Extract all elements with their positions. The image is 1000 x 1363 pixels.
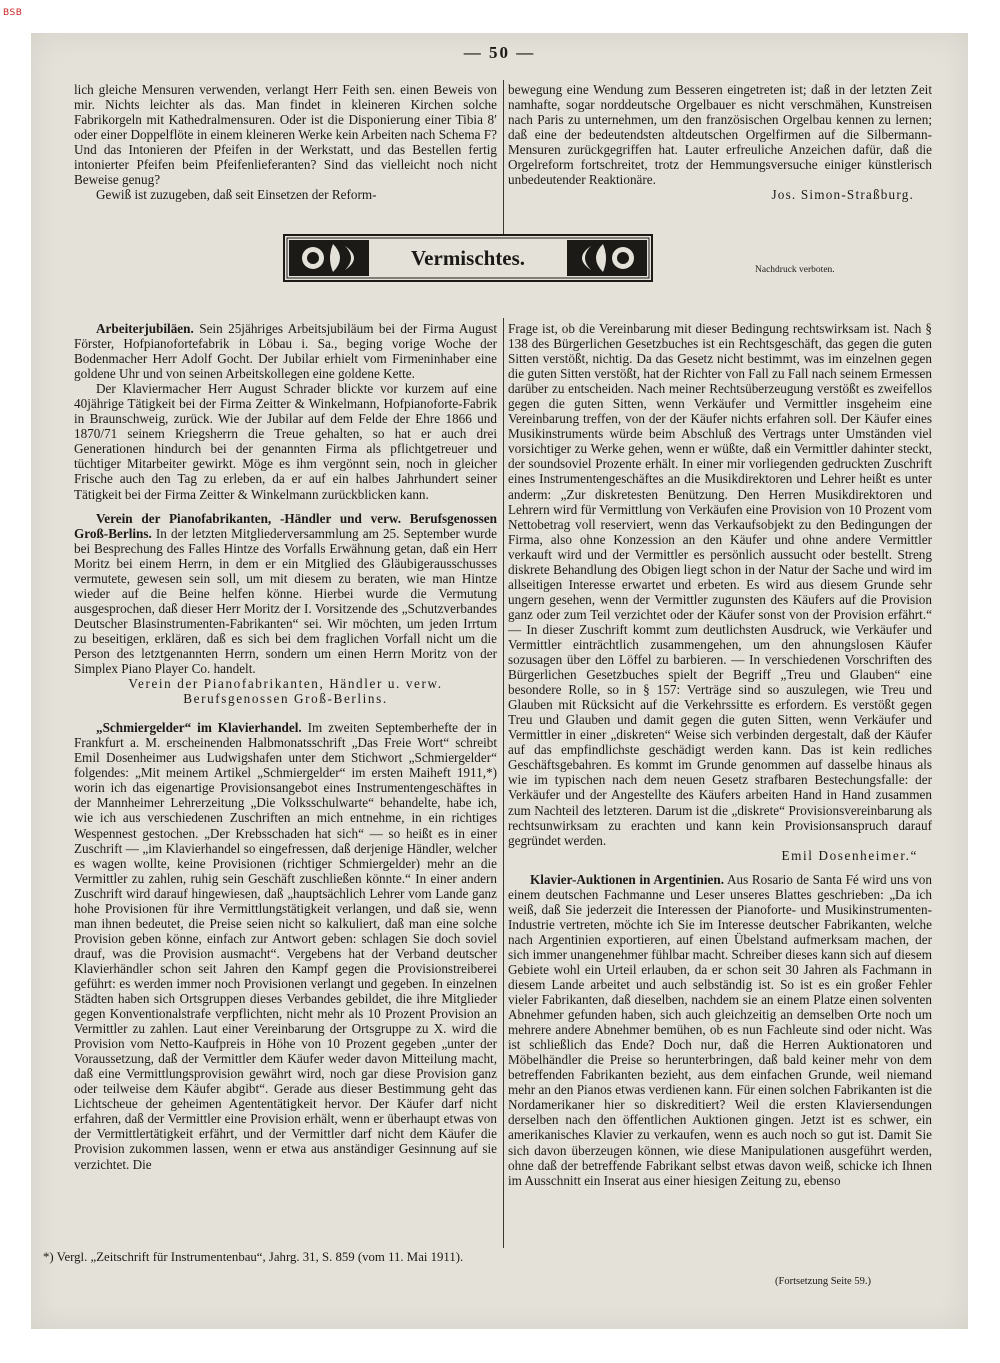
article-heading: Klavier-Auktionen in Argentinien. xyxy=(530,871,725,887)
article-auktionen xyxy=(508,872,932,1188)
author-signature: Emil Dosenheimer.“ xyxy=(781,847,918,863)
article-heading: Verein der Pianofabrikanten, -Händler und verw. Berufsgenossen Groß-Berlins. xyxy=(74,510,497,541)
page-number: — 50 — xyxy=(463,43,536,62)
paragraph: Der Klaviermacher Herr August Schrader blickte vor kurzem auf eine 40jährige Tätigkeit bei der Firma Zeitter & Winkelmann, Hofpianoforte-Fabrik in Braunschweig, zurück. Wie der Jubilar auf dem Felde der Ehre 1866 und 1870/71 seinem Kriegsherrn die Treue gehalten, so hat er auch drei Generationen hindurch bei der genannten Firma als pflichtgetreuer und tüchtiger Mitarbeiter gewirkt. Möge es ihm vergönnt sein, noch in gleicher Frische auch den Tag zu erleben, da er auf ein halbes Jahrhundert seiner Tätigkeit bei der Firma Zeitter & Winkelmann zurückblicken kann. xyxy=(74,381,497,502)
reprint-notice: Nachdruck verboten. xyxy=(755,265,835,275)
right-column xyxy=(508,321,932,1188)
article-heading: „Schmiergelder“ im Klavierhandel. xyxy=(96,720,302,736)
article-heading: Arbeiterjubiläen. xyxy=(96,321,194,336)
article-jubilees xyxy=(74,321,497,381)
continuation-note: (Fortsetzung Seite 59.) xyxy=(775,1276,871,1287)
column-divider xyxy=(503,318,504,1248)
paragraph: Frage ist, ob die Vereinbarung mit dieser Bedingung rechtswirksam ist. Nach § 138 des Bürgerlichen Gesetzbuches ist ein Rechtsgeschäft, das gegen die guten Sitten verstößt, nichtig. Da das Gesetz nicht bestimmt, was im einzelnen gegen die guten Sitten verstößt, hat der Richter von Fall zu Fall nach seinem Ermessen darüber zu entscheiden. Nach meiner Rechtsüberzeugung verstößt es zweifellos gegen die guten Sitten, wenn Verkäufer und Vermittler insgeheim eine Vereinbarung treffen, von der der Käufer nichts erfahren soll. Der Käufer eines Musikinstruments würde beim Abschluß des Vertrags unter Umständen viel vorsichtiger zu Werke gehen, wenn er wüßte, daß ein Vermittler dahinter steckt, der soundsoviel Prozente erhält. In einer mir vorliegenden gedruckten Zuschrift eines Instrumentengeschäftes an die Musikdirektoren und Lehrer heißt es unter anderm: „Zur diskretesten Benützung. Den Herren Musikdirektoren und Lehrern wird für Vermittlung von Verkäufen eine Provision von 10 Prozent vom Nettobetrag voll reserviert, wenn das Verkaufsobjekt zu den Bedingungen der Firma, also ohne Konzession an den Käufer und ohne andere Vermittler verkauft wird und der Vermittler es persönlich aussucht oder bestellt. Streng diskrete Behandlung des Obigen liegt schon in der Natur der Sache und wird im allseitigen Interesse erwartet und erbeten. Es wird aus diesem Grunde sehr ungern gesehen, wenn der Vermittler zugunsten des Käufers auf die Provision ganz oder zum Teil verzichtet oder der Käufer sonst von der Provision erfährt.“ — In dieser Zuschrift kommt zum deutlichsten Ausdruck, wie Verkäufer und Vermittler einträchtlich zusammengehen, um den ahnungslosen Käufer sozusagen über den Löffel zu barbieren. — In verschiedenen Vorschriften des Bürgerlichen Gesetzbuches spielt der Begriff „Treu und Glauben“ eine besondere Rolle, so in § 157: Verträge sind so auszulegen, wie Treu und Glauben mit Rücksicht auf die Verkehrssitte es erfordern. Es verstößt gegen Treu und Glauben und damit gegen die guten Sitten, wenn Verkäufer und Vermittler in einer „diskreten“ Weise sich verbinden dergestalt, daß der Käufer auf das empfindlichste geschädigt werden kann. Das ist kein redliches Geschäftsgebahren. Es kommt im Grunde genommen auf dasselbe hinaus als wie im typischen nach dem neuen Gesetz strafbaren Bestechungsfalle: der Verkäufer und der Angestellte des Käufers arbeiten Hand in Hand zusammen zum Nachteil des letzteren. Darum ist die „diskrete“ Provisionsvereinbarung als rechtsunwirksam zu erachten und kann kein Provisionsanspruch darauf gegründet werden. xyxy=(508,321,932,848)
paragraph: Aus Rosario de Santa Fé wird uns von einem deutschen Fachmanne und Leser unseres Blattes geschrieben: „Da ich weiß, daß Sie jederzeit die Interessen der Pianoforte- und Musikinstrumenten-Industrie vertreten, möchte ich Sie im Interesse deutscher Fabrikanten, welche nach Argentinien exportieren, auf einen Übelstand aufmerksam machen, der sich immer unangenehmer fühlbar macht. Schreiber dieses kann sich auf diesem Gebiete wohl ein Urteil erlauben, da er schon seit 30 Jahren als Fachmann in diesem Lande arbeitet und auch selbständig ist. So ist es ein großer Fehler vieler Fabrikanten, daß dieselben, nachdem sie an einem Platze einen solventen Abnehmer gefunden haben, sich auch gleichzeitig an demselben Orte noch um mehrere andere Abnehmer bemühen, ob es nun Fachleute sind oder nicht. Was ist schließlich das Ende? Doch nur, daß die Herren Auktionatoren und Möbelhändler die Preise so herunterbringen, daß bald keiner mehr von dem betreffenden Fabrikanten bezieht, aus dem einfachen Grunde, weil niemand mehr an den Pianos etwas verdienen kann. Für einen solchen Fabrikanten ist die Nordamerikaner hier so diskreditiert? Weil die ersten Klaviersendungen derselben nach den öffentlichen Auktionen gingen. Jetzt ist es schwer, ein amerikanisches Klavier zu verkaufen, wenn es auch noch so gut ist. Damit Sie sich davon überzeugen können, wie diese Manipulationen ausgeführt werden, ohne daß der betreffende Fabrikant selbst etwas davon weiß, schicke ich Ihnen im Ausschnitt ein Inserat aus einer hiesigen Zeitung zu, ebenso xyxy=(508,871,932,1188)
paragraph: bewegung eine Wendung zum Besseren eingetreten ist; daß in der letzten Zeit namhafte, sogar norddeutsche Orgelbauer es nicht verschmähen, Kunstreisen nach Paris zu unternehmen, um den französischen Orgelbau kennen zu lernen; daß eine der bedeutendsten altdeutschen Orgelfirmen auf die Silbermann-Mensuren zurückgegriffen hat. Lauter erfreuliche Anzeichen dafür, daß die Orgelreform fortschreitet, trotz der Hemmungsversuche einiger künstlerisch unbedeutender Reaktionäre. xyxy=(508,82,932,188)
article-schmiergelder xyxy=(74,720,497,1171)
top-right-column xyxy=(508,82,932,202)
footnote: *) Vergl. „Zeitschrift für Instrumentenbau“, Jahrg. 31, S. 859 (vom 11. Mai 1911). xyxy=(43,1250,464,1264)
paragraph: In der letzten Mitgliederversammlung am 25. September wurde bei Besprechung des Falles Hintze des Vorfalls Erwähnung getan, daß ein Herr Moritz bei einem Herrn, in dem er ein Mitglied des Gläubigerausschusses vermutete, gewesen sein soll, um mit diesem zu beraten, wie man Hintze wieder auf die Beine helfen könne. Hierbei wurde die Vermutung ausgesprochen, daß dieser Herr Moritz der I. Vorsitzende des „Schutzverbandes Deutscher Blasinstrumenten-Fabrikanten“ sei. Wir möchten, um jeden Irrtum zu beseitigen, erklären, daß es sich bei dem fraglichen Vorfall nicht um die Person des letztgenannten Herrn, sondern um einen Herrn Moritz von der Simplex Piano Player Co. handelt. xyxy=(74,525,497,677)
paragraph: Sein 25jähriges Arbeitsjubiläum bei der Firma August Förster, Hofpianofortefabrik in Löbau i. Sa., beging vorige Woche der Bodenmacher Herr Adolf Gocht. Der Jubilar erhielt vom Firmeninhaber eine goldene Uhr und von seinen Arbeitskollegen eine goldene Kette. xyxy=(74,321,497,382)
library-watermark: BSB xyxy=(3,8,23,18)
author-signature: Jos. Simon-Straßburg. xyxy=(771,187,914,203)
article-verein xyxy=(74,511,497,677)
section-banner xyxy=(283,234,653,282)
paragraph: lich gleiche Mensuren verwenden, verlangt Herr Feith sen. einen Beweis von mir. Nichts leichter als das. Man findet in kleineren Kirchen solche Fabrikorgeln mit Kathedralmensuren. Oder ist die Disponierung einer Tibia 8′ oder einer Doppelflöte in einem kleineren Werke kein Arbeiten nach Schema F? Und das Intonieren der Pfeifen in der Werkstatt, und das Bestellen fertig intonierter Pfeifen beim Pfeifenlieferanten? Sind das vielleicht noch nicht Beweise genug? xyxy=(74,82,497,188)
column-divider xyxy=(503,80,504,235)
paragraph: Im zweiten Septemberhefte der in Frankfurt a. M. erscheinenden Halbmonatsschrift „Das Freie Wort“ schreibt Emil Dosenheimer aus Ludwigshafen unter dem Stichwort „Schmiergelder“ folgendes: „Mit meinem Artikel „Schmiergelder“ im ersten Maiheft 1911,*) worin ich das eigenartige Provisionsangebot eines Instrumentengeschäftes in der Mannheimer Lehrerzeitung „Die Volksschulwarte“ behandelte, habe ich, wie ich aus verschiedenen Zuschriften an mich entnehme, in ein richtiges Wespennest gestochen. „Der Krebsschaden hat sich“ — so heißt es in einer Zuschrift — „im Klavierhandel so eingefressen, daß derjenige Händler, welcher es wagen wollte, keine Provisionen (richtiger Schmiergelder) mehr an die Vermittler zu zahlen, ruhig sein Geschäft zuschließen könnte.“ In einer andern Zuschrift wird darauf hingewiesen, daß „hauptsächlich Lehrer vom Lande ganz hohe Provisionen für ihre Vermittlungstätigkeit verlangen, und daß sie, wenn man ihnen bedeutet, die Preise seien nicht so kalkuliert, daß man eine solche Provision geben könne, einfach zur Antwort geben: schlagen Sie doch soviel drauf, was die Provision ausmacht“. Vergebens hat der Verband deutscher Klavierhändler schon seit Jahren den Kampf gegen die Provisionstreiberei geführt: es werden immer noch Provisionen verlangt und gegeben. In einzelnen Städten haben sich Ortsgruppen dieses Verbandes gebildet, die ihre Mitglieder gegen Konventionalstrafe verpflichten, nicht mehr als 10 Prozent Provision an Vermittler zu zahlen. Laut einer Vereinbarung der Ortsgruppe zu X. wird die Provision vom Netto-Kaufpreis in Höhe von 10 Prozent gegeben „unter der Voraussetzung, daß der Vermittler dem Käufer weder davon Mitteilung macht, daß eine Vermittlungsprovision gewährt wird, noch gar diese Provision ganz oder teilweise dem Käufer abgibt“. Gerade aus dieser Bestimmung geht das Lichtscheue der geheimen Agententätigkeit hervor. Der Käufer darf nicht erfahren, daß der Vermittler eine Provision erhält, wenn er überhaupt etwas von der Vermittlertätigkeit erfährt, und der Vermittler darf nicht dem Käufer die Provision zukommen lassen, wenn er etwa aus anständiger Gesinnung auf sie verzichtet. Die xyxy=(74,720,497,1172)
article-signature: Verein der Pianofabrikanten, Händler u. verw. Berufsgenossen Groß-Berlins. xyxy=(128,676,443,707)
section-title: Vermischtes. xyxy=(410,246,526,270)
left-column xyxy=(74,321,497,1172)
top-left-column xyxy=(74,82,497,202)
paragraph: Gewiß ist zuzugeben, daß seit Einsetzen der Reform- xyxy=(96,187,377,203)
